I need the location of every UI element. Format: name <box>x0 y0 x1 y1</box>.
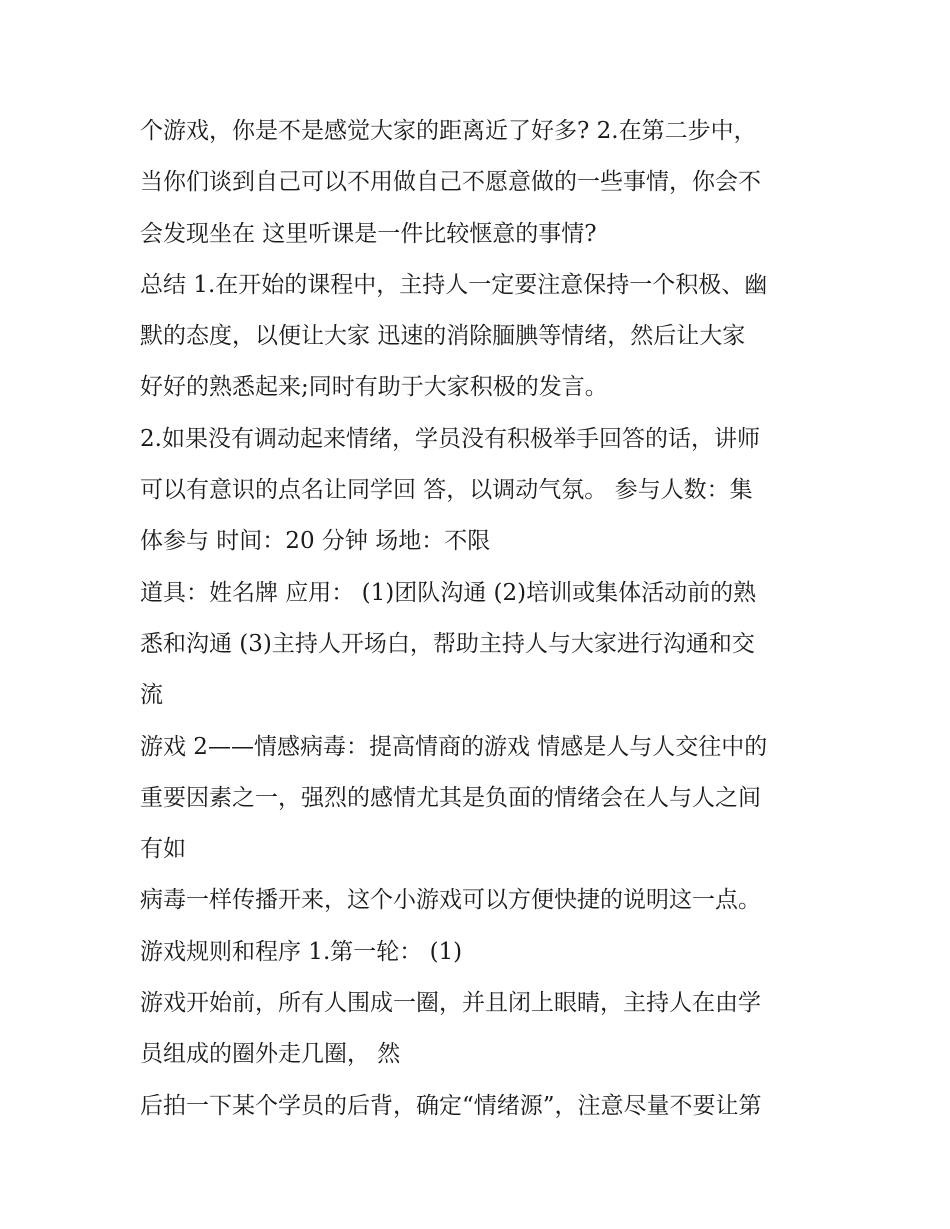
text-line: 游戏规则和程序 1.第一轮： (1) <box>140 938 463 965</box>
text-line: 重要因素之一，强烈的感情尤其是负面的情绪会在人与人之间 <box>140 784 761 811</box>
text-line: 2.如果没有调动起来情绪，学员没有积极举手回答的话，讲师 <box>140 425 760 452</box>
text-line: 游戏开始前，所有人围成一圈，并且闭上眼睛，主持人在由学 <box>140 990 761 1017</box>
text-line: 悉和沟通 (3)主持人开场白，帮助主持人与大家进行沟通和交 <box>140 630 755 657</box>
text-line: 会发现坐在 这里听课是一件比较惬意的事情? <box>140 220 597 247</box>
body-text <box>140 106 820 1132</box>
text-line: 游戏 2——情感病毒：提高情商的游戏 情感是人与人交往中的 <box>140 733 768 760</box>
text-line: 个游戏，你是不是感觉大家的距离近了好多? 2.在第二步中， <box>140 118 757 144</box>
text-line: 有如 <box>140 836 186 863</box>
text-line: 好好的熟悉起来;同时有助于大家积极的发言。 <box>140 374 608 401</box>
text-line: 总结 1.在开始的课程中，主持人一定要注意保持一个积极、幽 <box>140 271 768 298</box>
text-line: 默的态度，以便让大家 迅速的消除腼腆等情绪，然后让大家 <box>140 323 746 350</box>
text-line: 后拍一下某个学员的后背，确定“情绪源”，注意尽量不要让第 <box>140 1092 762 1119</box>
text-line: 病毒一样传播开来，这个小游戏可以方便快捷的说明这一点。 <box>140 887 761 914</box>
text-line: 员组成的圈外走几圈， 然 <box>140 1041 401 1068</box>
text-line: 体参与 时间：20 分钟 场地：不限 <box>140 528 491 555</box>
text-line: 可以有意识的点名让同学回 答，以调动气氛。 参与人数：集 <box>140 477 753 504</box>
text-line: 流 <box>140 682 163 709</box>
text-line: 道具：姓名牌 应用： (1)团队沟通 (2)培训或集体活动前的熟 <box>140 579 757 606</box>
text-line: 当你们谈到自己可以不用做自己不愿意做的一些事情，你会不 <box>140 169 761 196</box>
